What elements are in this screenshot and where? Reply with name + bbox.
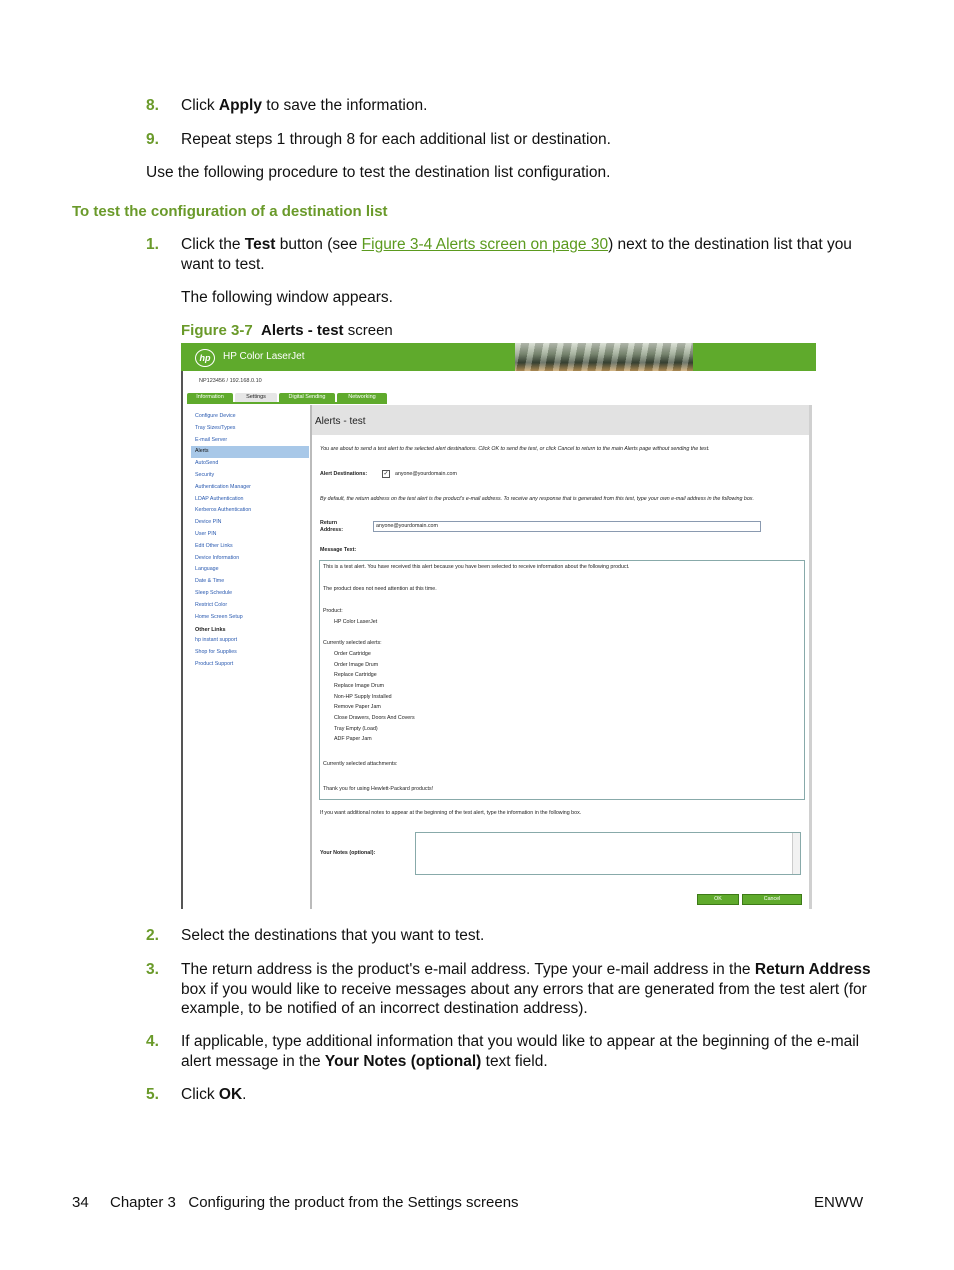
figure-caption: Figure 3-7 Alerts - test screen	[181, 322, 393, 339]
section-heading: To test the configuration of a destination list	[72, 203, 388, 220]
tab-digital-sending[interactable]: Digital Sending	[279, 393, 335, 402]
product-name: HP Color LaserJet	[223, 351, 305, 362]
notes-intro: If you want additional notes to appear at the beginning of the test alert, type the information in the following box.	[320, 810, 582, 816]
figure-link[interactable]: Figure 3-4 Alerts screen on page 30	[361, 236, 609, 253]
step-number: 9.	[146, 131, 159, 148]
message-alert-item: Order Image Drum	[334, 662, 379, 668]
settings-sidebar	[191, 411, 309, 671]
notes-label: Your Notes (optional):	[320, 850, 376, 856]
step-9: Repeat steps 1 through 8 for each additional list or destination.	[181, 131, 611, 148]
test-intro: You are about to send a test alert to the selected alert destinations. Click OK to send the test, or click Cancel to return to the main Alerts page without sending the test.	[320, 446, 710, 452]
footer-right: ENWW	[814, 1194, 864, 1211]
tab-networking[interactable]: Networking	[337, 393, 387, 402]
other-link[interactable]: Shop for Supplies	[195, 649, 237, 656]
message-alert-item: ADF Paper Jam	[334, 736, 372, 742]
return-address-input[interactable]: anyone@yourdomain.com	[373, 521, 761, 532]
tab-underline	[187, 402, 387, 404]
message-line: The product does not need attention at this time.	[323, 586, 437, 592]
message-alert-item: Tray Empty (Load)	[334, 726, 378, 732]
step-5: Click OK.	[181, 1086, 247, 1103]
panel-header	[312, 405, 812, 435]
step-number: 3.	[146, 961, 159, 978]
alerts-test-screenshot	[181, 343, 816, 909]
panel-scrollbar[interactable]	[809, 405, 812, 909]
step-number: 5.	[146, 1086, 159, 1103]
step-number: 1.	[146, 236, 159, 253]
sidebar-item[interactable]: Tray Sizes/Types	[195, 424, 236, 431]
notes-textarea[interactable]	[415, 832, 801, 875]
message-alert-item: Close Drawers, Doors And Covers	[334, 715, 415, 721]
alert-destination-value: anyone@yourdomain.com	[395, 471, 457, 477]
hp-logo: hp	[195, 349, 215, 367]
device-address: NP123456 / 192.168.0.10	[199, 378, 262, 384]
sidebar-item[interactable]: LDAP Authentication	[195, 495, 244, 502]
message-alert-item: Replace Image Drum	[334, 683, 385, 689]
destination-checkbox[interactable]: ✓	[383, 471, 389, 477]
message-thanks: Thank you for using Hewlett-Packard products!	[323, 786, 434, 792]
return-address-label-1: Return	[320, 520, 338, 526]
page-title: Alerts - test	[315, 416, 366, 427]
intro-paragraph: Use the following procedure to test the destination list configuration.	[146, 164, 611, 181]
sidebar-item[interactable]: E-mail Server	[195, 436, 228, 443]
return-address-note: By default, the return address on the test alert is the product's e-mail address. To receive any response that is generated from this test, type your own e-mail address in the following box.	[320, 496, 754, 502]
step-3: The return address is the product's e-mail address. Type your e-mail address in the Return Address box if you would like to receive messages about any errors that are generated from the test alert (for example, to be notified of an incorrect destination address).	[181, 961, 871, 1017]
sidebar-item[interactable]: User PIN	[195, 530, 217, 537]
return-address-label-2: Address:	[320, 527, 343, 533]
ok-button[interactable]: OK	[697, 894, 739, 905]
step-4: If applicable, type additional information that you would like to appear at the beginning of the e-mail alert message in the Your Notes (optional) text field.	[181, 1033, 860, 1070]
message-line: This is a test alert. You have received this alert because you have been selected to receive information about the following product.	[323, 564, 630, 570]
banner-photo	[515, 343, 693, 371]
sidebar-item[interactable]: AutoSend	[195, 460, 219, 467]
page-number: 34	[72, 1194, 89, 1211]
sidebar-item[interactable]: Kerberos Authentication	[195, 507, 252, 514]
message-alerts-label: Currently selected alerts:	[323, 640, 382, 646]
step-1: Click the Test button (see Figure 3-4 Alerts screen on page 30) next to the destination list that you want to test.	[181, 236, 852, 273]
message-text-label: Message Text:	[320, 547, 357, 553]
other-link[interactable]: hp instant support	[195, 637, 238, 644]
sidebar-item[interactable]: Home Screen Setup	[195, 613, 243, 620]
message-alert-item: Order Cartridge	[334, 651, 371, 657]
notes-scrollbar[interactable]	[792, 833, 800, 874]
sidebar-item[interactable]: Restrict Color	[195, 601, 228, 608]
step-number: 4.	[146, 1033, 159, 1050]
sidebar-item[interactable]: Configure Device	[195, 413, 236, 419]
tab-settings[interactable]: Settings	[235, 393, 277, 402]
sidebar-item-alerts[interactable]: Alerts	[191, 446, 309, 458]
step-number: 8.	[146, 97, 159, 114]
message-alert-item: Non-HP Supply Installed	[334, 694, 392, 700]
sidebar-item[interactable]: Authentication Manager	[195, 483, 251, 490]
cancel-button[interactable]: Cancel	[742, 894, 802, 905]
step-2: Select the destinations that you want to test.	[181, 927, 485, 944]
step-1-follow: The following window appears.	[181, 289, 393, 306]
tab-information[interactable]: Information	[187, 393, 233, 402]
sidebar-item[interactable]: Edit Other Links	[195, 542, 233, 549]
step-number: 2.	[146, 927, 159, 944]
step-8: Click Apply to save the information.	[181, 97, 428, 114]
message-attachments-label: Currently selected attachments:	[323, 761, 398, 767]
sidebar-item[interactable]: Language	[195, 566, 219, 573]
sidebar-item[interactable]: Date & Time	[195, 578, 225, 585]
message-alert-item: Replace Cartridge	[334, 672, 377, 678]
sidebar-item[interactable]: Device PIN	[195, 519, 222, 526]
message-product-value: HP Color LaserJet	[334, 619, 378, 625]
other-link[interactable]: Product Support	[195, 660, 234, 667]
message-alert-item: Remove Paper Jam	[334, 704, 381, 710]
alert-destinations-label: Alert Destinations:	[320, 471, 368, 477]
sidebar-item[interactable]: Sleep Schedule	[195, 589, 233, 596]
message-product-label: Product:	[323, 608, 343, 614]
sidebar-item[interactable]: Security	[195, 471, 215, 478]
sidebar-item[interactable]: Device Information	[195, 554, 240, 561]
other-links-heading: Other Links	[195, 627, 226, 634]
left-border	[181, 371, 183, 909]
chapter-title: Chapter 3 Configuring the product from the Settings screens	[110, 1194, 519, 1211]
